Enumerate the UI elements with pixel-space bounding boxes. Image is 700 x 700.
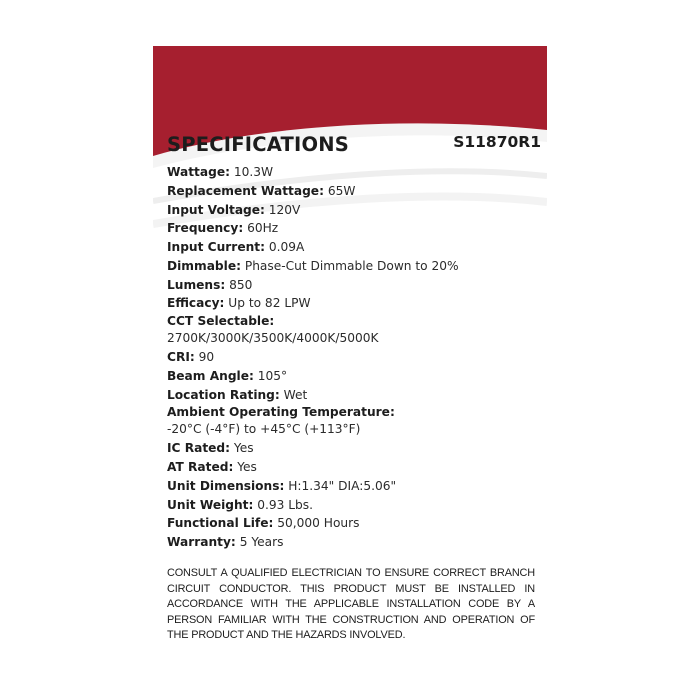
spec-row-lumens <box>167 276 537 295</box>
spec-row-replacement-wattage <box>167 182 537 201</box>
spec-row-unit-dimensions <box>167 477 537 496</box>
spec-row-functional-life <box>167 514 537 533</box>
spec-label: Unit Weight: <box>167 497 254 512</box>
spec-label: Ambient Operating Temperature: <box>167 405 395 420</box>
spec-label: Input Voltage: <box>167 202 265 217</box>
spec-card <box>153 46 547 654</box>
spec-row-beam-angle <box>167 367 537 386</box>
spec-label: Beam Angle: <box>167 368 254 383</box>
spec-label: Unit Dimensions: <box>167 478 285 493</box>
spec-label: Location Rating: <box>167 387 280 402</box>
spec-list <box>167 163 537 552</box>
spec-value: 2700K/3000K/3500K/4000K/5000K <box>167 330 379 345</box>
spec-value: 120V <box>268 202 301 217</box>
spec-row-input-current <box>167 238 537 257</box>
model-number: S11870R1 <box>453 133 541 151</box>
spec-row-cri <box>167 348 537 367</box>
spec-label: AT Rated: <box>167 460 234 474</box>
page-title: SPECIFICATIONS <box>167 133 349 156</box>
spec-value: 850 <box>229 277 253 292</box>
spec-value: 90 <box>198 350 215 364</box>
spec-row-ambient-temperature <box>167 404 537 437</box>
spec-label: Lumens: <box>167 277 226 292</box>
spec-value: Phase-Cut Dimmable Down to 20% <box>244 258 459 273</box>
spec-label: Efficacy: <box>167 296 225 311</box>
spec-value: Yes <box>237 460 257 474</box>
spec-value: Yes <box>233 441 254 456</box>
spec-value: 0.93 Lbs. <box>257 497 314 512</box>
spec-value: Wet <box>283 387 308 402</box>
spec-row-ic-rated <box>167 439 537 458</box>
spec-label: IC Rated: <box>167 441 231 456</box>
installation-warning: CONSULT A QUALIFIED ELECTRICIAN TO ENSURE CORRECT BRANCH CIRCUIT CONDUCTOR. THIS PRODUCT MUST BE INSTALLED IN ACCORDANCE WITH THE APPLICABLE INSTALLATION CODE BY A PERSON FAMILIAR WITH THE CONSTRUCTION AND OPERATION OF THE PRODUCT AND THE HAZARDS INVOLVED. <box>167 567 535 642</box>
spec-row-cct-selectable <box>167 313 537 346</box>
spec-row-at-rated <box>167 458 537 477</box>
spec-value: 5 Years <box>239 535 284 549</box>
spec-row-wattage <box>167 163 537 182</box>
spec-label: Input Current: <box>167 240 265 254</box>
spec-value: 60Hz <box>247 221 279 236</box>
spec-value: -20°C (-4°F) to +45°C (+113°F) <box>167 421 361 436</box>
spec-value: 105° <box>257 368 288 383</box>
spec-row-efficacy <box>167 294 537 313</box>
spec-value: 65W <box>327 183 356 198</box>
spec-label: CCT Selectable: <box>167 314 275 328</box>
spec-row-location-rating <box>167 386 537 405</box>
spec-value: Up to 82 LPW <box>228 296 311 311</box>
spec-row-warranty <box>167 533 537 552</box>
spec-row-unit-weight <box>167 496 537 515</box>
spec-value: 0.09A <box>268 240 305 254</box>
spec-value: 10.3W <box>233 165 274 179</box>
spec-label: Replacement Wattage: <box>167 183 324 198</box>
spec-value: 50,000 Hours <box>277 516 360 531</box>
spec-row-input-voltage <box>167 201 537 220</box>
spec-row-frequency <box>167 219 537 238</box>
spec-label: Wattage: <box>167 165 230 179</box>
spec-value: H:1.34" DIA:5.06" <box>288 478 397 493</box>
spec-label: Dimmable: <box>167 258 241 273</box>
spec-label: Frequency: <box>167 221 244 236</box>
spec-label: Functional Life: <box>167 516 274 531</box>
spec-label: Warranty: <box>167 535 236 549</box>
spec-row-dimmable <box>167 257 537 276</box>
spec-label: CRI: <box>167 350 195 364</box>
